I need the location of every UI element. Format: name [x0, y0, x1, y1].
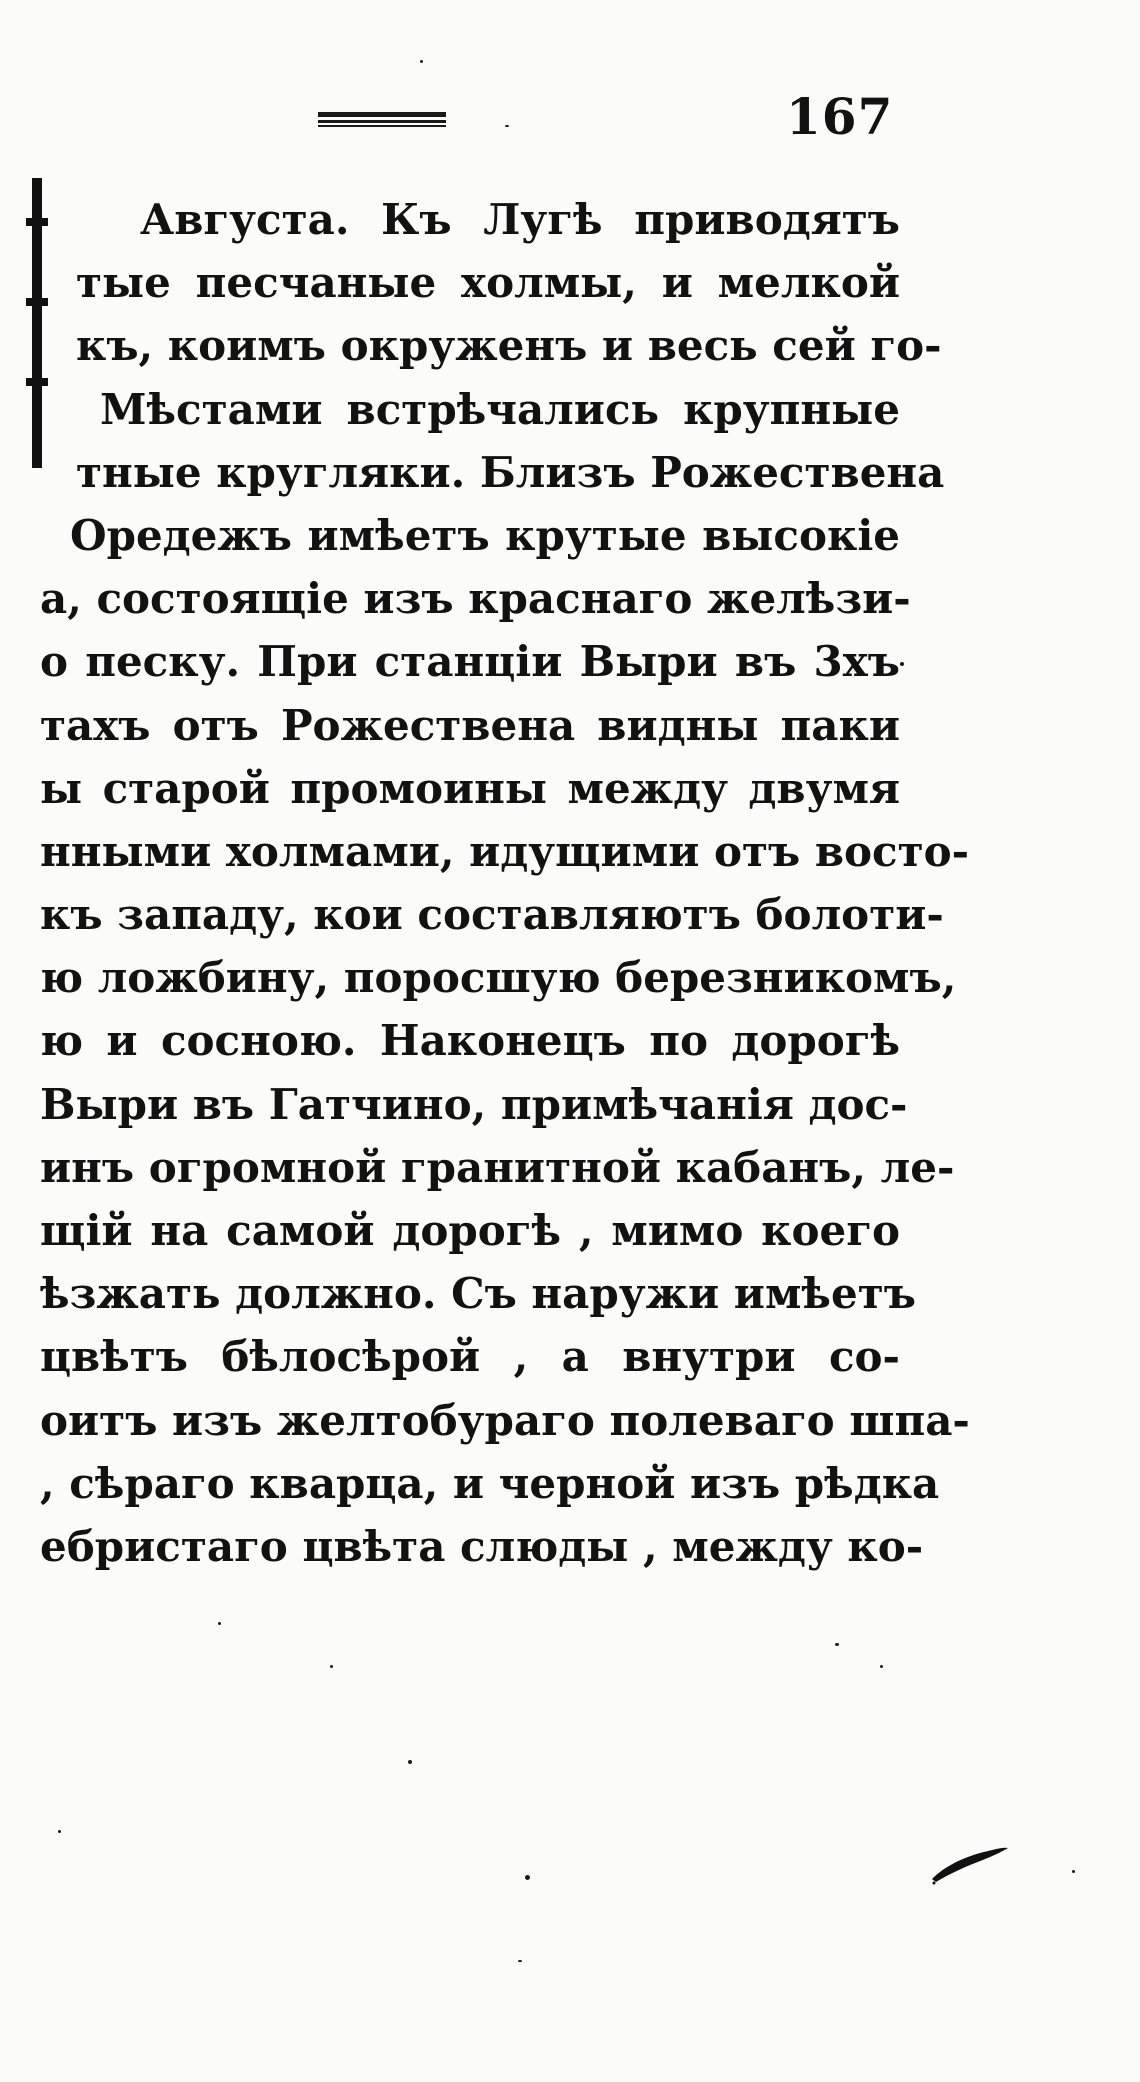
paper-speck [518, 1960, 522, 1962]
text-line: ю ложбину, поросшую березникомъ, [40, 953, 957, 1003]
text-line: къ западу, кои составляютъ болоти- [40, 890, 944, 940]
text-line: Оредежъ имѣетъ крутые высокіе [70, 510, 900, 560]
paper-speck [505, 125, 509, 127]
paper-speck [218, 1622, 221, 1625]
text-line: ебристаго цвѣта слюды , между ко- [40, 1521, 924, 1571]
paper-speck [525, 1875, 530, 1880]
rule-bar [318, 112, 446, 117]
paper-speck [1072, 1870, 1075, 1873]
paper-speck [408, 1760, 412, 1764]
text-line: ы старой промоины между двумя [40, 763, 900, 813]
ink-smudge [930, 1845, 1010, 1885]
text-line: тахъ отъ Рожествена видны паки [40, 700, 900, 750]
text-line: Выри въ Гатчино, примѣчанія дос- [40, 1079, 908, 1129]
text-line: тные кругляки. Близъ Рожествена [76, 447, 945, 497]
rule-bar [318, 120, 446, 123]
text-line: къ, коимъ окруженъ и весь сей го- [76, 321, 942, 371]
paper-speck [900, 662, 904, 666]
paper-speck [58, 1830, 61, 1833]
text-line: Мѣстами встрѣчались крупные [100, 384, 900, 434]
rule-bar [318, 125, 446, 127]
text-line: тые песчаные холмы, и мелкой [76, 258, 900, 308]
header-ornament-rule [318, 112, 446, 130]
text-line: о песку. При станціи Выри въ 3хъ [40, 637, 900, 687]
text-line: инъ огромной гранитной кабанъ, ле- [40, 1142, 955, 1192]
text-line: а, состоящіе изъ краснаго желѣзи- [40, 574, 911, 624]
text-line: цвѣтъ бѣлосѣрой , а внутри со- [40, 1332, 900, 1382]
text-line: , сѣраго кварца, и черной изъ рѣдка [40, 1458, 940, 1508]
paper-speck [420, 60, 423, 63]
paper-speck [880, 1665, 883, 1668]
text-line: ѣзжать должно. Съ наружи имѣетъ [40, 1269, 916, 1319]
text-line: оитъ изъ желтобураго полеваго шпа- [40, 1395, 970, 1445]
text-line: нными холмами, идущими отъ восто- [40, 826, 970, 876]
text-line: щій на самой дорогѣ , мимо коего [40, 1206, 900, 1255]
page-number: 167 [786, 87, 894, 146]
page-body-text [40, 188, 970, 1578]
paper-speck [330, 1665, 333, 1668]
paper-speck [835, 1643, 839, 1646]
text-line: ю и сосною. Наконецъ по дорогѣ [40, 1016, 900, 1066]
text-line: Августа. Къ Лугѣ приводятъ [140, 195, 900, 244]
